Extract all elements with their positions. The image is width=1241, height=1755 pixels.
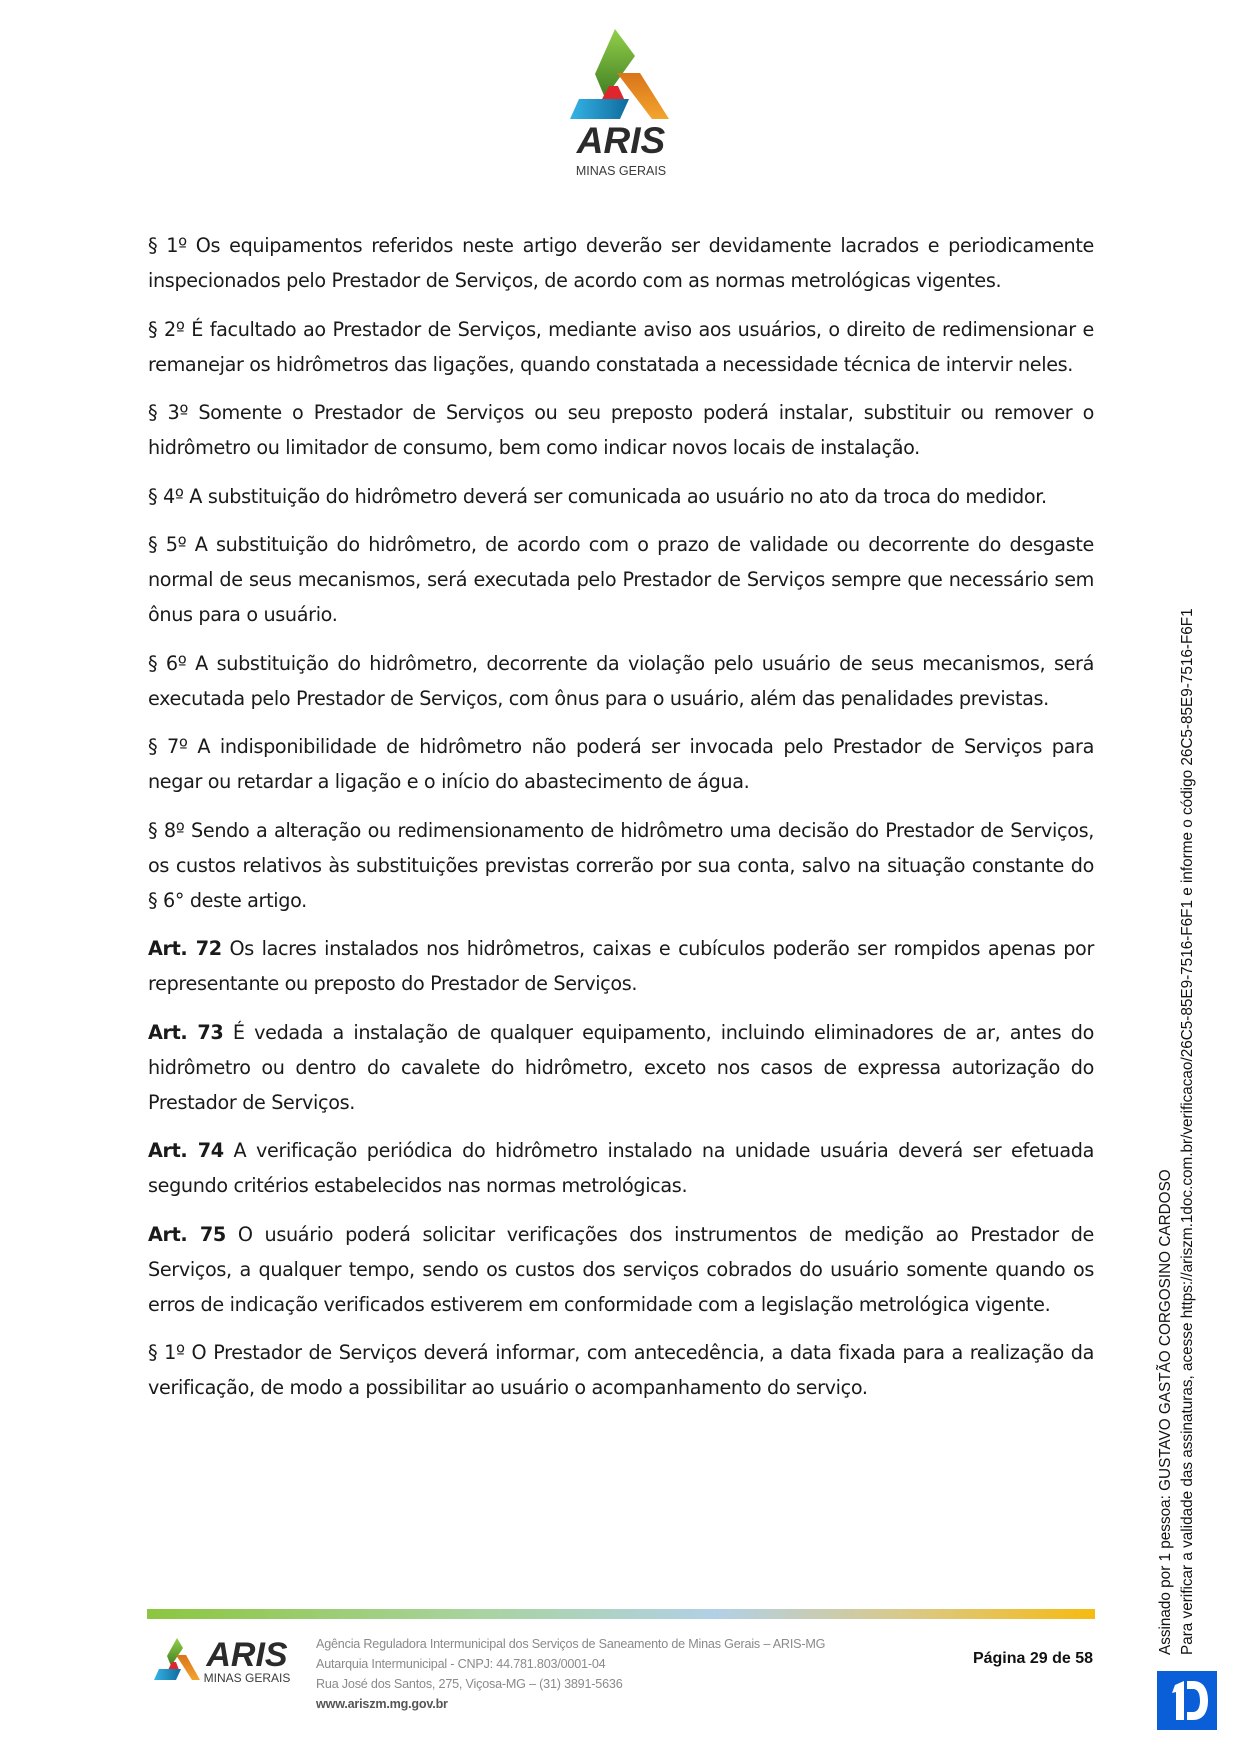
paragraph-text: § 2º É facultado ao Prestador de Serviços, mediante aviso aos usuários, o direito de redimensionar e remanejar os hidrômetros das ligações, quando constatada a necessidade técnica de intervir neles. (148, 317, 1094, 376)
paragraph-text: § 5º A substituição do hidrômetro, de acordo com o prazo de validade ou decorrente do desgaste normal de seus mecanismos, será executada pelo Prestador de Serviços sempre que necessário sem ônus para o usuário. (148, 533, 1094, 626)
article-75 (148, 1217, 1094, 1322)
signature-signed-by: Assinado por 1 pessoa: GUSTAVO GASTÃO CORGOSINO CARDOSO (1157, 1169, 1174, 1655)
page-number: Página 29 de 58 (972, 1650, 1093, 1667)
footer-logo-wordmark: ARIS (206, 1636, 288, 1674)
paragraph-2 (148, 312, 1094, 382)
footer-contact-info (316, 1634, 825, 1714)
paragraph-text: § 1º O Prestador de Serviços deverá informar, com antecedência, a data fixada para a realização da verificação, de modo a possibilitar ao usuário o acompanhamento do serviço. (148, 1341, 1094, 1399)
paragraph-3 (148, 395, 1094, 465)
paragraph-6 (148, 646, 1094, 716)
article-text: É vedada a instalação de qualquer equipamento, incluindo eliminadores de ar, antes do hidrômetro ou dentro do cavalete do hidrômetro, exceto nos casos de expressa autorização do Prestador de Serviços. (148, 1020, 1094, 1114)
document-body (148, 228, 1094, 1419)
article-number: Art. 72 (148, 937, 222, 960)
aris-logo-mark-icon (565, 26, 680, 181)
article-text: O usuário poderá solicitar verificações dos instrumentos de medição ao Prestador de Serviços, a qualquer tempo, sendo os custos dos serviços cobrados do usuário somente quando os erros de indicação verificados estiverem em conformidade com a legislação metrológica vigente. (148, 1222, 1094, 1316)
paragraph-13 (148, 1335, 1094, 1405)
article-number: Art. 74 (148, 1139, 224, 1162)
article-73 (148, 1015, 1094, 1120)
paragraph-4 (148, 479, 1094, 514)
article-text: A verificação periódica do hidrômetro instalado na unidade usuária deverá ser efetuada segundo critérios estabelecidos nas normas metrológicas. (148, 1139, 1094, 1197)
article-text: Os lacres instalados nos hidrômetros, caixas e cubículos poderão ser rompidos apenas por representante ou preposto do Prestador de Serviços. (148, 937, 1094, 995)
footer-website-link[interactable]: www.ariszm.mg.gov.br (316, 1697, 448, 1711)
paragraph-5 (148, 527, 1094, 632)
paragraph-text: § 4º A substituição do hidrômetro deverá ser comunicada ao usuário no ato da troca do medidor. (148, 484, 1047, 508)
article-number: Art. 73 (148, 1020, 224, 1044)
paragraph-text: § 1º Os equipamentos referidos neste artigo deverão ser devidamente lacrados e periodicamente inspecionados pelo Prestador de Serviços, de acordo com as normas metrológicas vigentes. (148, 234, 1094, 292)
footer-agency-name: Agência Reguladora Intermunicipal dos Serviços de Saneamento de Minas Gerais – ARIS-MG (316, 1637, 826, 1651)
paragraph-text: § 8º Sendo a alteração ou redimensionamento de hidrômetro uma decisão do Prestador de Serviços, os custos relativos às substituições previstas correrão por sua conta, salvo na situação constante do § 6° deste artigo. (148, 818, 1094, 912)
paragraph-text: § 6º A substituição do hidrômetro, decorrente da violação pelo usuário de seus mecanismos, será executada pelo Prestador de Serviços, com ônus para o usuário, além das penalidades previstas. (148, 651, 1094, 710)
footer-logo-subtitle: MINAS GERAIS (203, 1671, 291, 1685)
footer-aris-logo (150, 1630, 300, 1695)
paragraph-1 (148, 228, 1094, 298)
logo-wordmark: ARIS (576, 120, 666, 161)
paragraph-text: § 3º Somente o Prestador de Serviços ou seu preposto poderá instalar, substituir ou remover o hidrômetro ou limitador de consumo, bem como indicar novos locais de instalação. (148, 401, 1094, 459)
paragraph-8 (148, 813, 1094, 918)
article-74 (148, 1133, 1094, 1203)
article-number: Art. 75 (148, 1222, 226, 1246)
1doc-logo-icon (1157, 1671, 1217, 1730)
footer-address: Rua José dos Santos, 275, Viçosa-MG – (31) 3891-5636 (316, 1677, 623, 1691)
signature-verification-link[interactable]: Para verificar a validade das assinaturas, acesse https://ariszm.1doc.com.br/verificacao/26C5-85E9-7516-F6F1 e informe o código 26C5-85E9-7516-F6F1 (1179, 608, 1196, 1655)
paragraph-text: § 7º A indisponibilidade de hidrômetro não poderá ser invocada pelo Prestador de Serviços para negar ou retardar a ligação e o início do abastecimento de água. (148, 735, 1094, 793)
article-72 (148, 931, 1094, 1001)
aris-logo (565, 26, 680, 181)
logo-subtitle: MINAS GERAIS (575, 164, 667, 178)
paragraph-7 (148, 729, 1094, 799)
footer-logo-mark-icon (150, 1630, 300, 1695)
footer-cnpj: Autarquia Intermunicipal - CNPJ: 44.781.803/0001-04 (316, 1657, 606, 1671)
1doc-badge (1157, 1671, 1217, 1730)
footer-gradient-divider (147, 1609, 1095, 1619)
